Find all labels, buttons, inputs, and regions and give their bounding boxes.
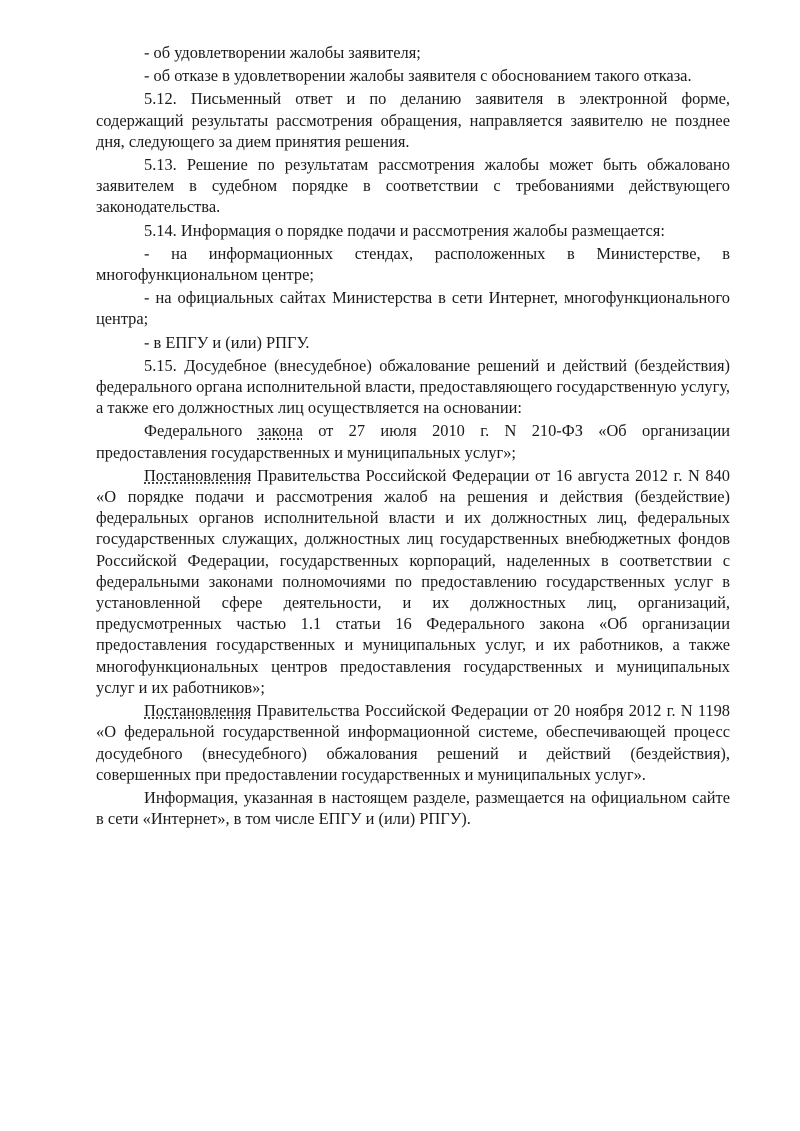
paragraph-text: Правительства Российской Федерации от 20 ноября 2012 г. N 1198 «О федеральной государственной информационной системе, обеспечивающей процесс досудебного (внесудебного) обжалования решений и действий (бездействия), совершенных при предоставлении государственных и муниципальных услуг». [96,701,730,784]
paragraph-5-13 [96,154,730,218]
paragraph-text: 5.14. Информация о порядке подачи и рассмотрения жалобы размещается: [144,220,665,240]
paragraph-text: - об удовлетворении жалобы заявителя; [144,43,421,62]
paragraph-resolution-840 [96,465,730,698]
paragraph-5-12 [96,88,730,152]
paragraph-text: - на официальных сайтах Министерства в сети Интернет, многофункционального центра; [96,288,730,329]
law-link[interactable]: закона [257,421,303,441]
paragraph-resolution-1198 [96,700,730,785]
paragraph-text: Информация, указанная в настоящем разделе, размещается на официальном сайте в сети «Интернет», в том числе ЕПГУ и (или) РПГУ). [96,787,730,829]
paragraph-text: 5.13. Решение по результатам рассмотрения жалобы может быть обжаловано заявителем в судебном порядке в соответствии с требованиями действующего законодательства. [96,155,730,217]
paragraph-info-placement [96,787,730,829]
paragraph-federal-law [96,420,730,462]
paragraph-satisfy-complaint [96,42,730,63]
paragraph-5-15 [96,355,730,419]
paragraph-text: 5.15. Досудебное (внесудебное) обжалование решений и действий (бездействия) федерального органа исполнительной власти, предоставляющего государственную услугу, а также его должностных лиц осуществляется на основании: [96,355,730,418]
paragraph-refuse-complaint [96,65,730,86]
paragraph-info-stands [96,243,730,285]
paragraph-text: - на информационных стендах, расположенных в Министерстве, в многофункциональном центре; [96,243,730,285]
document-page [96,42,730,831]
paragraph-epgu [96,332,730,353]
paragraph-text: - об отказе в удовлетворении жалобы заявителя с обоснованием такого отказа. [144,66,692,86]
resolution-link[interactable]: Постановления [144,465,252,485]
resolution-link[interactable]: Постановления [144,701,252,721]
paragraph-text: от 27 июля 2010 г. N 210-ФЗ «Об организации предоставления государственных и муниципальных услуг»; [96,421,730,462]
paragraph-official-sites [96,287,730,329]
paragraph-text: 5.12. Письменный ответ и по деланию заявителя в электронной форме, содержащий результаты рассмотрения обращения, направляется заявителю не позднее дня, следующего за дием принятия решения. [96,89,730,151]
paragraph-5-14 [96,220,730,241]
paragraph-text: - в ЕПГУ и (или) РПГУ. [144,332,310,352]
paragraph-text: Правительства Российской Федерации от 16 августа 2012 г. N 840 «О порядке подачи и рассмотрения жалоб на решения и действия (бездействие) федеральных органов исполнительной власти и их должностных лиц, федеральных государственных служащих, должностных лиц государственных внебюджетных фондов Российской Федерации, государственных корпораций, наделенных в соответствии с федеральными законами полномочиями по предоставлению государственных услуг в установленной сфере деятельности, и их должностных лиц, организаций, предусмотренных частью 1.1 статьи 16 Федерального закона «Об организации предоставления государственных и муниципальных услуг, и их работников, а также многофункциональных центров предоставления государственных и муниципальных услуг и их работников»; [96,465,730,697]
paragraph-text: Федерального [144,421,258,441]
